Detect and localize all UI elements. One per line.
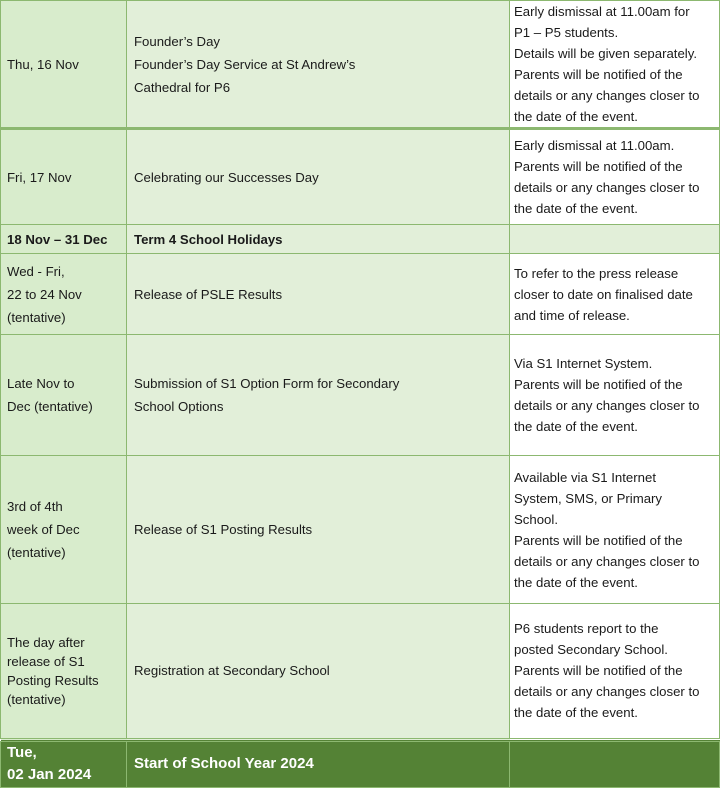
table-row <box>1 335 720 456</box>
note-line: the date of the event. <box>514 705 638 721</box>
table-row <box>1 254 720 335</box>
table-row <box>1 456 720 604</box>
event-cell <box>127 129 510 225</box>
table-row <box>1 1 720 129</box>
note-line: Available via S1 Internet <box>514 469 656 485</box>
date-text: Late Nov to <box>7 376 75 391</box>
date-cell <box>1 129 127 225</box>
date-text: 02 Jan 2024 <box>7 766 92 784</box>
note-line: Parents will be notified of the <box>514 67 683 82</box>
date-text: (tentative) <box>7 691 66 707</box>
event-text: Celebrating our Successes Day <box>134 169 319 185</box>
note-line: closer to date on finalised date <box>514 286 693 302</box>
note-line: P6 students report to the <box>514 621 659 637</box>
notes-cell <box>510 254 720 335</box>
event-text: Registration at Secondary School <box>134 663 330 679</box>
note-line: Early dismissal at 11.00am. <box>514 138 675 153</box>
date-text: 22 to 24 Nov <box>7 286 82 302</box>
event-cell <box>127 740 510 788</box>
event-cell <box>127 1 510 129</box>
event-cell <box>127 604 510 740</box>
note-line: details or any changes closer to <box>514 398 700 413</box>
note-line: To refer to the press release <box>514 265 679 281</box>
date-cell <box>1 254 127 335</box>
date-cell <box>1 225 127 254</box>
note-line: and time of release. <box>514 307 630 323</box>
notes-cell <box>510 604 720 740</box>
date-text: release of S1 <box>7 653 85 669</box>
date-text: The day after <box>7 634 85 650</box>
event-text: Term 4 School Holidays <box>134 231 283 247</box>
date-cell <box>1 604 127 740</box>
event-text: Start of School Year 2024 <box>134 755 314 773</box>
note-line: School. <box>514 511 558 527</box>
event-cell <box>127 254 510 335</box>
notes-cell <box>510 740 720 788</box>
note-line: details or any changes closer to <box>514 88 700 103</box>
notes-cell <box>510 1 720 129</box>
note-line: details or any changes closer to <box>514 553 700 569</box>
date-text: 18 Nov – 31 Dec <box>7 231 108 247</box>
event-cell <box>127 456 510 604</box>
date-cell <box>1 740 127 788</box>
note-line: details or any changes closer to <box>514 180 700 195</box>
date-text: (tentative) <box>7 309 66 325</box>
event-text: Release of S1 Posting Results <box>134 522 313 537</box>
table-row <box>1 129 720 225</box>
note-line: P1 – P5 students. <box>514 25 619 40</box>
date-text: (tentative) <box>7 545 66 560</box>
date-text: Thu, 16 Nov <box>7 56 79 72</box>
date-text: Tue, <box>7 744 37 762</box>
note-line: System, SMS, or Primary <box>514 490 663 506</box>
event-text: Founder’s Day Service at St Andrew’s <box>134 56 356 72</box>
date-text: Dec (tentative) <box>7 399 93 414</box>
note-line: the date of the event. <box>514 574 638 590</box>
date-cell <box>1 335 127 456</box>
date-cell <box>1 1 127 129</box>
event-cell <box>127 335 510 456</box>
note-line: the date of the event. <box>514 419 638 434</box>
event-text: Release of PSLE Results <box>134 286 283 302</box>
note-line: details or any changes closer to <box>514 684 700 700</box>
event-text: Cathedral for P6 <box>134 79 231 95</box>
event-text: Submission of S1 Option Form for Secondary <box>134 376 400 391</box>
date-text: 3rd of 4th <box>7 499 63 514</box>
event-cell <box>127 225 510 254</box>
note-line: Details will be given separately. <box>514 46 698 61</box>
note-line: Early dismissal at 11.00am for <box>514 4 690 19</box>
note-line: Parents will be notified of the <box>514 663 683 679</box>
table-row <box>1 740 720 788</box>
note-line: Parents will be notified of the <box>514 532 683 548</box>
date-text: Wed - Fri, <box>7 263 65 279</box>
event-text: School Options <box>134 399 224 414</box>
event-text: Founder’s Day <box>134 33 221 49</box>
date-text: week of Dec <box>7 522 80 537</box>
notes-cell <box>510 129 720 225</box>
notes-cell <box>510 225 720 254</box>
date-text: Posting Results <box>7 672 99 688</box>
date-text: Fri, 17 Nov <box>7 169 72 185</box>
note-line: Parents will be notified of the <box>514 159 683 174</box>
note-line: posted Secondary School. <box>514 642 668 658</box>
note-line: Parents will be notified of the <box>514 377 683 392</box>
table-row <box>1 604 720 740</box>
notes-cell <box>510 335 720 456</box>
note-line: the date of the event. <box>514 109 638 124</box>
note-line: Via S1 Internet System. <box>514 356 653 371</box>
note-line: the date of the event. <box>514 201 638 216</box>
date-cell <box>1 456 127 604</box>
notes-cell <box>510 456 720 604</box>
table-row <box>1 225 720 254</box>
